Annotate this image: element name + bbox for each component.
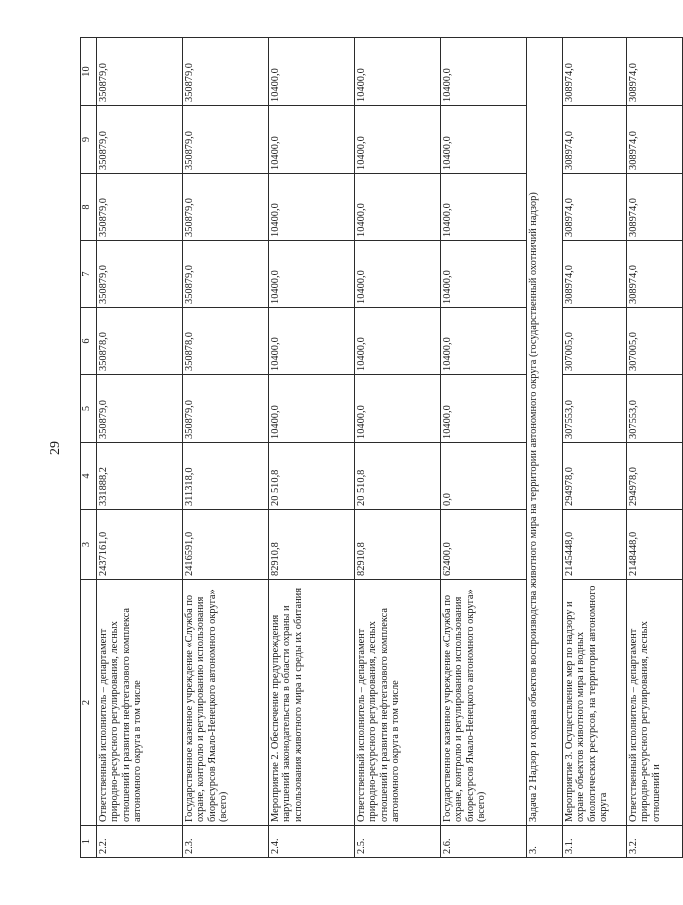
value-cell: 10400,0 (269, 375, 355, 443)
task-row (527, 38, 563, 858)
value-cell: 350879,0 (97, 38, 183, 106)
table-body (81, 38, 683, 858)
page-number: 29 (48, 441, 63, 455)
column-header: 2 (81, 580, 97, 826)
row-description: Ответственный исполнитель – департамент природно-ресурсного регулирования, лесных отношений и развития нефтегазового комплекса автономного округа в том числе (355, 580, 441, 826)
row-description: Ответственный исполнитель – департамент природно-ресурсного регулирования, лесных отношений и (627, 580, 683, 826)
row-number: 2.6. (441, 826, 527, 858)
row-description: Государственное казенное учреждение «Служба по охране, контролю и регулированию использования биоресурсов Ямало-Ненецкого автономного округа» (всего) (441, 580, 527, 826)
value-cell: 10400,0 (355, 38, 441, 106)
value-cell: 350878,0 (97, 308, 183, 375)
value-cell: 350879,0 (97, 375, 183, 443)
value-cell: 308974,0 (563, 38, 627, 106)
value-cell: 62400,0 (441, 510, 527, 580)
value-cell: 10400,0 (269, 174, 355, 241)
value-cell: 350879,0 (183, 174, 269, 241)
value-cell: 350879,0 (183, 241, 269, 308)
value-cell: 307553,0 (563, 375, 627, 443)
value-cell: 307005,0 (563, 308, 627, 375)
value-cell: 10400,0 (441, 38, 527, 106)
value-cell: 308974,0 (627, 174, 683, 241)
value-cell: 308974,0 (627, 38, 683, 106)
header-row (81, 38, 97, 858)
value-cell: 350879,0 (183, 38, 269, 106)
table-row (355, 38, 441, 858)
value-cell: 2148448,0 (627, 510, 683, 580)
value-cell: 10400,0 (355, 106, 441, 174)
value-cell: 311318,0 (183, 443, 269, 510)
row-number: 2.4. (269, 826, 355, 858)
column-header: 10 (81, 38, 97, 106)
value-cell: 10400,0 (269, 241, 355, 308)
value-cell: 308974,0 (563, 106, 627, 174)
budget-table (80, 37, 683, 858)
value-cell: 2145448,0 (563, 510, 627, 580)
row-description: Ответственный исполнитель – департамент природно-ресурсного регулирования, лесных отношений и развития нефтегазового комплекса автономного округа в том числе (97, 580, 183, 826)
value-cell: 308974,0 (627, 241, 683, 308)
column-header: 3 (81, 510, 97, 580)
column-header: 8 (81, 174, 97, 241)
value-cell: 331888,2 (97, 443, 183, 510)
value-cell: 350879,0 (97, 241, 183, 308)
column-header: 5 (81, 375, 97, 443)
value-cell: 2437161,0 (97, 510, 183, 580)
value-cell: 294978,0 (627, 443, 683, 510)
row-description: Государственное казенное учреждение «Служба по охране, контролю и регулированию использования биоресурсов Ямало-Ненецкого автономного округа» (всего) (183, 580, 269, 826)
value-cell: 350879,0 (97, 106, 183, 174)
row-number: 3.1. (563, 826, 627, 858)
rotated-sheet (80, 38, 662, 858)
value-cell: 350879,0 (97, 174, 183, 241)
value-cell: 82910,8 (355, 510, 441, 580)
value-cell: 307005,0 (627, 308, 683, 375)
table-row (269, 38, 355, 858)
value-cell: 10400,0 (269, 308, 355, 375)
row-number: 3.2. (627, 826, 683, 858)
row-description: Мероприятие 2. Обеспечение предупреждения нарушений законодательства в области охраны и использования животного мира и среды их обитания (269, 580, 355, 826)
value-cell: 308974,0 (563, 174, 627, 241)
row-number: 3. (527, 826, 563, 858)
column-header: 1 (81, 826, 97, 858)
value-cell: 10400,0 (441, 375, 527, 443)
column-header: 9 (81, 106, 97, 174)
column-header: 4 (81, 443, 97, 510)
column-header: 7 (81, 241, 97, 308)
value-cell: 0,0 (441, 443, 527, 510)
value-cell: 10400,0 (355, 241, 441, 308)
value-cell: 10400,0 (269, 106, 355, 174)
table-row (441, 38, 527, 858)
value-cell: 308974,0 (563, 241, 627, 308)
table-row (563, 38, 627, 858)
value-cell: 10400,0 (441, 174, 527, 241)
value-cell: 308974,0 (627, 106, 683, 174)
value-cell: 10400,0 (441, 241, 527, 308)
value-cell: 307553,0 (627, 375, 683, 443)
value-cell: 20 510,8 (269, 443, 355, 510)
value-cell: 10400,0 (269, 38, 355, 106)
task-description: Задача 2 Надзор и охрана объектов воспроизводства животного мира на территории автономного округа (государственный охотничий надзор) (527, 38, 563, 826)
value-cell: 350878,0 (183, 308, 269, 375)
value-cell: 350879,0 (183, 106, 269, 174)
value-cell: 294978,0 (563, 443, 627, 510)
value-cell: 82910,8 (269, 510, 355, 580)
value-cell: 10400,0 (355, 308, 441, 375)
value-cell: 10400,0 (441, 308, 527, 375)
table-row (627, 38, 683, 858)
value-cell: 20 510,8 (355, 443, 441, 510)
value-cell: 10400,0 (441, 106, 527, 174)
row-description: Мероприятие 3. Осуществление мер по надзору и охране объектов животного мира и водных биологических ресурсов, на территории автономного округа (563, 580, 627, 826)
table-row (183, 38, 269, 858)
row-number: 2.5. (355, 826, 441, 858)
row-number: 2.2. (97, 826, 183, 858)
row-number: 2.3. (183, 826, 269, 858)
value-cell: 350879,0 (183, 375, 269, 443)
value-cell: 10400,0 (355, 174, 441, 241)
column-header: 6 (81, 308, 97, 375)
table-row (97, 38, 183, 858)
value-cell: 2416591,0 (183, 510, 269, 580)
value-cell: 10400,0 (355, 375, 441, 443)
